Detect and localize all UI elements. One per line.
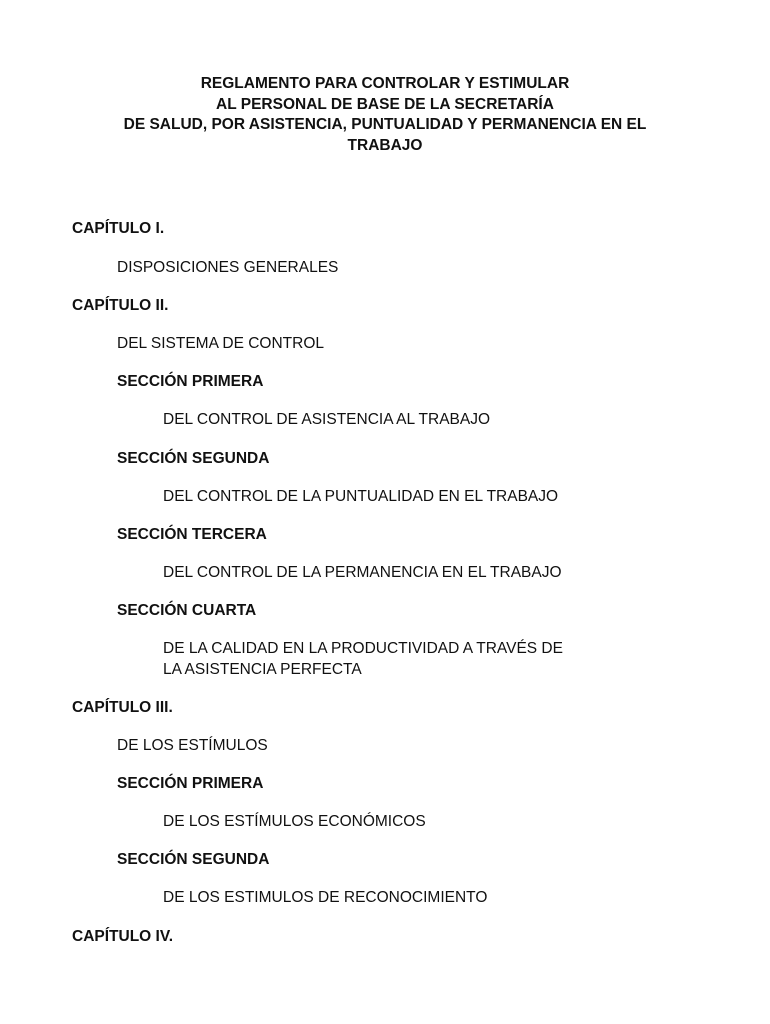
chapter-2-title: DEL SISTEMA DE CONTROL [117, 335, 324, 352]
chapter-2-section-1-heading: SECCIÓN PRIMERA [117, 373, 264, 390]
chapter-3-section-1-title: DE LOS ESTÍMULOS ECONÓMICOS [163, 813, 426, 830]
chapter-4-heading: CAPÍTULO IV. [72, 928, 174, 945]
chapter-2-section-3-heading: SECCIÓN TERCERA [117, 526, 267, 543]
title-line-1: REGLAMENTO PARA CONTROLAR Y ESTIMULAR [200, 75, 570, 92]
title-line-2: AL PERSONAL DE BASE DE LA SECRETARÍA [216, 95, 554, 113]
chapter-2-section-3-title: DEL CONTROL DE LA PERMANENCIA EN EL TRABAJO [163, 564, 562, 581]
chapter-2-section-4-heading: SECCIÓN CUARTA [117, 602, 257, 619]
chapter-3-heading: CAPÍTULO III. [72, 699, 173, 716]
chapter-3-section-1-heading: SECCIÓN PRIMERA [117, 775, 264, 792]
chapter-2-section-4-title-line-2: LA ASISTENCIA PERFECTA [163, 661, 362, 678]
chapter-1-heading: CAPÍTULO I. [72, 220, 165, 237]
chapter-2-section-2-heading: SECCIÓN SEGUNDA [117, 450, 270, 467]
chapter-3-section-2-heading: SECCIÓN SEGUNDA [117, 851, 270, 868]
chapter-3-title: DE LOS ESTÍMULOS [117, 737, 268, 754]
title-line-3: DE SALUD, POR ASISTENCIA, PUNTUALIDAD Y PERMANENCIA EN EL [123, 116, 647, 133]
chapter-2-heading: CAPÍTULO II. [72, 297, 169, 314]
chapter-1-title: DISPOSICIONES GENERALES [117, 259, 339, 276]
chapter-2-section-2-title: DEL CONTROL DE LA PUNTUALIDAD EN EL TRABAJO [163, 488, 559, 505]
chapter-2-section-4-title-line-1: DE LA CALIDAD EN LA PRODUCTIVIDAD A TRAVÉS DE [163, 640, 563, 657]
document-title [0, 74, 770, 156]
chapter-2-section-1-title: DEL CONTROL DE ASISTENCIA AL TRABAJO [163, 411, 491, 428]
title-line-4: TRABAJO [347, 136, 423, 154]
chapter-3-section-2-title: DE LOS ESTIMULOS DE RECONOCIMIENTO [163, 889, 488, 906]
